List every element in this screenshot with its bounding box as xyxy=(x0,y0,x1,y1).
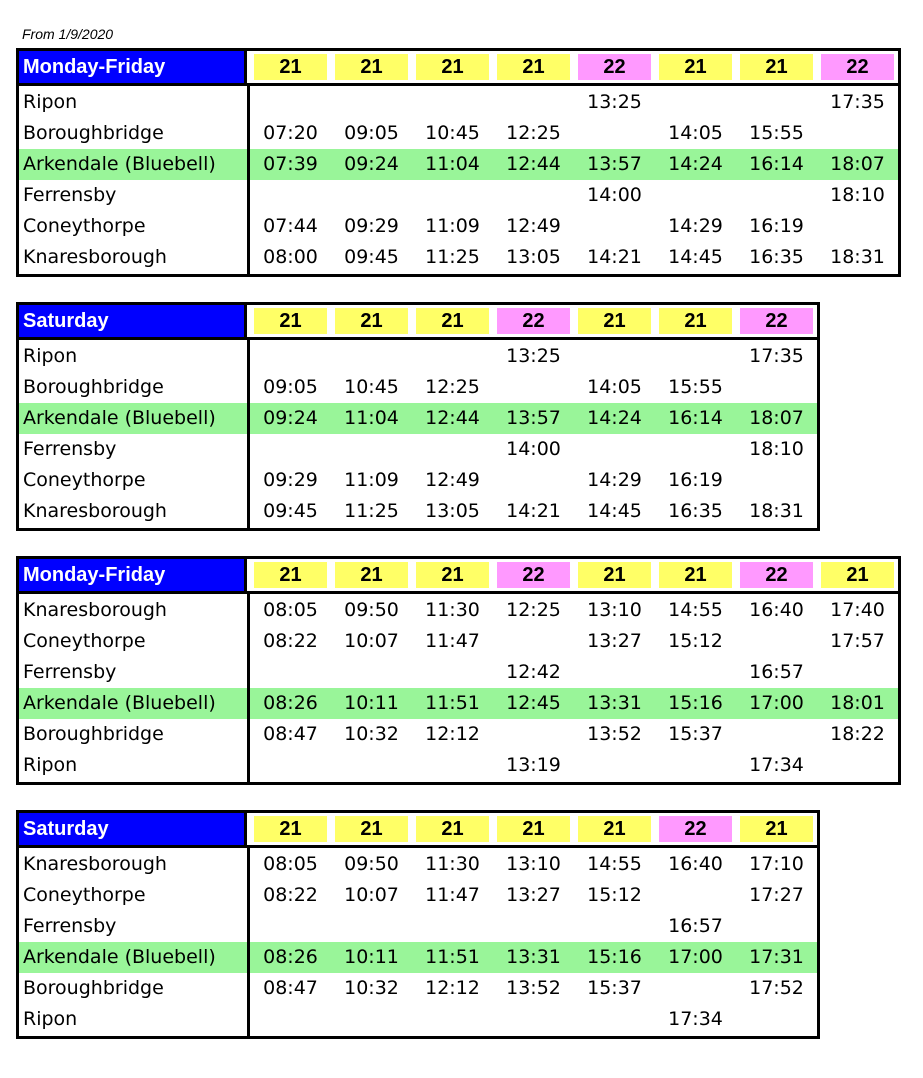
stop-name: Ripon xyxy=(23,345,78,367)
departure-time: 11:51 xyxy=(425,946,480,968)
departure-time: 11:04 xyxy=(344,407,399,429)
departure-time: 07:39 xyxy=(263,153,318,175)
departure-time: 13:27 xyxy=(506,884,561,906)
route-number: 21 xyxy=(740,54,813,80)
timetable xyxy=(16,810,820,1039)
timetable-body xyxy=(19,848,817,1036)
stop-name: Ferrensby xyxy=(23,438,117,460)
route-number: 22 xyxy=(821,54,894,80)
departure-time: 11:47 xyxy=(425,884,480,906)
departure-time: 18:10 xyxy=(749,438,804,460)
departure-time xyxy=(817,750,898,781)
stop-row xyxy=(19,911,817,942)
departure-time xyxy=(331,657,412,688)
stop-name: Ripon xyxy=(23,754,78,776)
departure-time xyxy=(250,750,331,781)
departure-time: 08:26 xyxy=(263,946,318,968)
departure-time xyxy=(493,372,574,403)
route-number: 21 xyxy=(416,54,489,80)
stop-row xyxy=(19,434,817,465)
stop-name: Ripon xyxy=(23,91,78,113)
departure-time: 08:22 xyxy=(263,884,318,906)
departure-time xyxy=(736,1004,817,1035)
departure-time: 13:25 xyxy=(506,345,561,367)
stop-row xyxy=(19,242,898,273)
departure-time xyxy=(655,750,736,781)
stop-name: Ripon xyxy=(23,1008,78,1030)
timetable xyxy=(16,48,901,277)
departure-time: 13:05 xyxy=(425,500,480,522)
departure-time: 12:42 xyxy=(506,661,561,683)
departure-time: 08:47 xyxy=(263,977,318,999)
route-number: 21 xyxy=(335,816,408,842)
departure-time xyxy=(574,341,655,372)
stop-name: Knaresborough xyxy=(23,599,167,621)
departure-time xyxy=(331,750,412,781)
departure-time: 13:19 xyxy=(506,754,561,776)
departure-time: 15:16 xyxy=(587,946,642,968)
departure-time xyxy=(736,372,817,403)
departure-time: 07:20 xyxy=(263,122,318,144)
departure-time xyxy=(574,657,655,688)
departure-time xyxy=(655,87,736,118)
departure-time: 13:25 xyxy=(587,91,642,113)
stop-row xyxy=(19,880,817,911)
departure-time: 13:52 xyxy=(506,977,561,999)
departure-time: 08:05 xyxy=(263,599,318,621)
timetable-body xyxy=(19,594,898,782)
route-number: 21 xyxy=(416,308,489,334)
departure-time xyxy=(817,657,898,688)
route-number: 22 xyxy=(740,562,813,588)
departure-time xyxy=(736,911,817,942)
departure-time: 12:44 xyxy=(425,407,480,429)
departure-time: 14:21 xyxy=(587,246,642,268)
stop-name: Boroughbridge xyxy=(23,376,164,398)
departure-time: 14:24 xyxy=(668,153,723,175)
departure-time: 16:35 xyxy=(749,246,804,268)
route-number: 21 xyxy=(254,308,327,334)
departure-time: 09:45 xyxy=(263,500,318,522)
route-number: 21 xyxy=(335,562,408,588)
departure-time: 14:24 xyxy=(587,407,642,429)
timetable xyxy=(16,302,820,531)
departure-time: 10:07 xyxy=(344,630,399,652)
departure-time xyxy=(412,434,493,465)
column-divider xyxy=(247,340,250,528)
departure-time: 12:49 xyxy=(425,469,480,491)
departure-time xyxy=(655,434,736,465)
departure-time: 09:29 xyxy=(263,469,318,491)
departure-time: 11:25 xyxy=(425,246,480,268)
departure-time xyxy=(331,434,412,465)
departure-time xyxy=(655,657,736,688)
effective-date: From 1/9/2020 xyxy=(22,26,114,42)
timetable-body xyxy=(19,86,898,274)
departure-time: 09:24 xyxy=(263,407,318,429)
departure-time xyxy=(250,657,331,688)
stop-row xyxy=(19,372,817,403)
departure-time: 16:19 xyxy=(668,469,723,491)
departure-time xyxy=(655,880,736,911)
departure-time: 09:05 xyxy=(263,376,318,398)
departure-time: 11:04 xyxy=(425,153,480,175)
departure-time: 10:45 xyxy=(344,376,399,398)
departure-time xyxy=(331,87,412,118)
stop-name: Boroughbridge xyxy=(23,122,164,144)
stop-row xyxy=(19,118,898,149)
route-number: 21 xyxy=(497,54,570,80)
departure-time: 08:47 xyxy=(263,723,318,745)
departure-time: 09:45 xyxy=(344,246,399,268)
route-number: 21 xyxy=(335,54,408,80)
departure-time: 17:34 xyxy=(749,754,804,776)
departure-time: 11:09 xyxy=(425,215,480,237)
departure-time: 17:35 xyxy=(749,345,804,367)
departure-time: 10:32 xyxy=(344,977,399,999)
stop-row xyxy=(19,341,817,372)
departure-time: 11:51 xyxy=(425,692,480,714)
departure-time: 16:14 xyxy=(668,407,723,429)
departure-time xyxy=(817,118,898,149)
departure-time xyxy=(250,341,331,372)
departure-time xyxy=(493,87,574,118)
departure-time: 16:35 xyxy=(668,500,723,522)
departure-time xyxy=(817,211,898,242)
stop-name: Ferrensby xyxy=(23,184,117,206)
departure-time xyxy=(412,180,493,211)
departure-time xyxy=(493,1004,574,1035)
departure-time: 13:27 xyxy=(587,630,642,652)
departure-time: 15:37 xyxy=(668,723,723,745)
stop-row xyxy=(19,180,898,211)
departure-time: 17:35 xyxy=(830,91,885,113)
departure-time: 08:05 xyxy=(263,853,318,875)
departure-time xyxy=(250,180,331,211)
departure-time: 15:55 xyxy=(668,376,723,398)
departure-time: 13:31 xyxy=(587,692,642,714)
stop-name: Knaresborough xyxy=(23,246,167,268)
stop-name: Ferrensby xyxy=(23,661,117,683)
route-number: 22 xyxy=(578,54,651,80)
departure-time: 17:27 xyxy=(749,884,804,906)
timetable-header xyxy=(19,305,817,340)
route-number: 21 xyxy=(578,562,651,588)
departure-time: 15:55 xyxy=(749,122,804,144)
departure-time: 18:07 xyxy=(749,407,804,429)
departure-time: 14:55 xyxy=(668,599,723,621)
timetable-header xyxy=(19,813,817,848)
departure-time: 14:55 xyxy=(587,853,642,875)
departure-time: 17:34 xyxy=(668,1008,723,1030)
departure-time: 10:32 xyxy=(344,723,399,745)
stop-name: Ferrensby xyxy=(23,915,117,937)
route-number: 21 xyxy=(497,816,570,842)
departure-time: 18:31 xyxy=(830,246,885,268)
departure-time xyxy=(412,750,493,781)
stop-name: Arkendale (Bluebell) xyxy=(23,153,216,175)
departure-time: 14:00 xyxy=(587,184,642,206)
departure-time xyxy=(493,180,574,211)
departure-time: 13:57 xyxy=(506,407,561,429)
route-number: 21 xyxy=(254,562,327,588)
departure-time: 17:40 xyxy=(830,599,885,621)
departure-time: 14:29 xyxy=(668,215,723,237)
departure-time: 15:12 xyxy=(587,884,642,906)
departure-time xyxy=(655,973,736,1004)
departure-time: 14:05 xyxy=(668,122,723,144)
departure-time: 17:00 xyxy=(749,692,804,714)
stop-name: Arkendale (Bluebell) xyxy=(23,407,216,429)
stop-name: Arkendale (Bluebell) xyxy=(23,692,216,714)
departure-time xyxy=(493,719,574,750)
stop-name: Boroughbridge xyxy=(23,977,164,999)
departure-time: 14:21 xyxy=(506,500,561,522)
departure-time: 16:19 xyxy=(749,215,804,237)
departure-time: 11:30 xyxy=(425,599,480,621)
route-number: 22 xyxy=(497,308,570,334)
departure-time: 13:10 xyxy=(587,599,642,621)
route-number: 22 xyxy=(497,562,570,588)
route-number: 21 xyxy=(254,54,327,80)
stop-name: Coneythorpe xyxy=(23,215,146,237)
column-divider xyxy=(247,86,250,274)
stop-row xyxy=(19,595,898,626)
departure-time xyxy=(412,911,493,942)
departure-time: 18:31 xyxy=(749,500,804,522)
route-number: 21 xyxy=(659,54,732,80)
route-number: 21 xyxy=(416,816,489,842)
departure-time xyxy=(736,180,817,211)
departure-time: 17:52 xyxy=(749,977,804,999)
timetable-header xyxy=(19,559,898,594)
day-label: Saturday xyxy=(19,305,247,337)
column-divider xyxy=(247,848,250,1036)
route-number: 21 xyxy=(254,816,327,842)
departure-time: 12:45 xyxy=(506,692,561,714)
departure-time: 09:50 xyxy=(344,853,399,875)
stop-row xyxy=(19,465,817,496)
route-number: 21 xyxy=(740,816,813,842)
stop-name: Coneythorpe xyxy=(23,469,146,491)
departure-time xyxy=(250,87,331,118)
departure-time: 13:52 xyxy=(587,723,642,745)
route-number: 21 xyxy=(659,308,732,334)
departure-time: 10:11 xyxy=(344,692,399,714)
timetable xyxy=(16,556,901,785)
departure-time xyxy=(655,180,736,211)
departure-time: 11:30 xyxy=(425,853,480,875)
day-label: Monday-Friday xyxy=(19,559,247,591)
departure-time: 14:29 xyxy=(587,469,642,491)
stop-row xyxy=(19,849,817,880)
departure-time: 17:10 xyxy=(749,853,804,875)
departure-time: 15:37 xyxy=(587,977,642,999)
departure-time: 15:12 xyxy=(668,630,723,652)
timetable-body xyxy=(19,340,817,528)
departure-time: 09:50 xyxy=(344,599,399,621)
departure-time: 16:40 xyxy=(668,853,723,875)
departure-time: 13:05 xyxy=(506,246,561,268)
departure-time xyxy=(250,911,331,942)
departure-time: 11:09 xyxy=(344,469,399,491)
departure-time: 12:12 xyxy=(425,977,480,999)
stop-row xyxy=(19,750,898,781)
departure-time: 08:22 xyxy=(263,630,318,652)
departure-time: 12:44 xyxy=(506,153,561,175)
departure-time xyxy=(412,657,493,688)
departure-time xyxy=(412,1004,493,1035)
departure-time: 11:25 xyxy=(344,500,399,522)
stop-row xyxy=(19,719,898,750)
departure-time: 09:05 xyxy=(344,122,399,144)
route-number: 21 xyxy=(335,308,408,334)
departure-time xyxy=(331,1004,412,1035)
departure-time xyxy=(736,719,817,750)
departure-time: 09:29 xyxy=(344,215,399,237)
stop-row xyxy=(19,688,898,719)
departure-time: 12:49 xyxy=(506,215,561,237)
departure-time: 11:47 xyxy=(425,630,480,652)
departure-time xyxy=(493,465,574,496)
departure-time: 10:07 xyxy=(344,884,399,906)
column-divider xyxy=(247,594,250,782)
stop-row xyxy=(19,496,817,527)
departure-time xyxy=(250,434,331,465)
departure-time: 18:10 xyxy=(830,184,885,206)
stop-row xyxy=(19,403,817,434)
departure-time: 14:00 xyxy=(506,438,561,460)
departure-time xyxy=(331,180,412,211)
timetable-header xyxy=(19,51,898,86)
stop-name: Boroughbridge xyxy=(23,723,164,745)
departure-time xyxy=(736,465,817,496)
departure-time xyxy=(412,341,493,372)
departure-time: 18:07 xyxy=(830,153,885,175)
stop-name: Coneythorpe xyxy=(23,630,146,652)
departure-time xyxy=(574,1004,655,1035)
departure-time: 17:31 xyxy=(749,946,804,968)
route-number: 21 xyxy=(659,562,732,588)
departure-time xyxy=(331,911,412,942)
departure-time xyxy=(574,911,655,942)
route-number: 21 xyxy=(578,308,651,334)
departure-time xyxy=(574,750,655,781)
departure-time: 15:16 xyxy=(668,692,723,714)
stop-row xyxy=(19,211,898,242)
stop-name: Arkendale (Bluebell) xyxy=(23,946,216,968)
route-number: 22 xyxy=(740,308,813,334)
departure-time: 12:12 xyxy=(425,723,480,745)
departure-time: 18:22 xyxy=(830,723,885,745)
departure-time xyxy=(574,434,655,465)
stop-row xyxy=(19,1004,817,1035)
stop-row xyxy=(19,973,817,1004)
departure-time xyxy=(493,911,574,942)
departure-time: 16:57 xyxy=(749,661,804,683)
departure-time xyxy=(412,87,493,118)
departure-time xyxy=(574,211,655,242)
departure-time: 17:57 xyxy=(830,630,885,652)
stop-name: Knaresborough xyxy=(23,853,167,875)
departure-time: 12:25 xyxy=(425,376,480,398)
departure-time: 10:45 xyxy=(425,122,480,144)
stop-name: Coneythorpe xyxy=(23,884,146,906)
departure-time: 14:45 xyxy=(668,246,723,268)
departure-time: 08:26 xyxy=(263,692,318,714)
route-number: 21 xyxy=(821,562,894,588)
departure-time: 14:45 xyxy=(587,500,642,522)
route-number: 21 xyxy=(416,562,489,588)
departure-time: 16:57 xyxy=(668,915,723,937)
departure-time xyxy=(655,341,736,372)
departure-time: 16:14 xyxy=(749,153,804,175)
stop-row xyxy=(19,87,898,118)
stop-row xyxy=(19,626,898,657)
stop-name: Knaresborough xyxy=(23,500,167,522)
departure-time: 07:44 xyxy=(263,215,318,237)
departure-time: 13:31 xyxy=(506,946,561,968)
stop-row xyxy=(19,149,898,180)
departure-time xyxy=(493,626,574,657)
departure-time xyxy=(331,341,412,372)
departure-time xyxy=(250,1004,331,1035)
day-label: Saturday xyxy=(19,813,247,845)
departure-time: 08:00 xyxy=(263,246,318,268)
route-number: 22 xyxy=(659,816,732,842)
departure-time: 10:11 xyxy=(344,946,399,968)
departure-time xyxy=(736,87,817,118)
departure-time: 09:24 xyxy=(344,153,399,175)
departure-time: 16:40 xyxy=(749,599,804,621)
departure-time: 13:10 xyxy=(506,853,561,875)
departure-time: 12:25 xyxy=(506,122,561,144)
stop-row xyxy=(19,657,898,688)
departure-time xyxy=(736,626,817,657)
departure-time: 12:25 xyxy=(506,599,561,621)
departure-time xyxy=(574,118,655,149)
departure-time: 13:57 xyxy=(587,153,642,175)
day-label: Monday-Friday xyxy=(19,51,247,83)
departure-time: 17:00 xyxy=(668,946,723,968)
departure-time: 14:05 xyxy=(587,376,642,398)
departure-time: 18:01 xyxy=(830,692,885,714)
route-number: 21 xyxy=(578,816,651,842)
stop-row xyxy=(19,942,817,973)
